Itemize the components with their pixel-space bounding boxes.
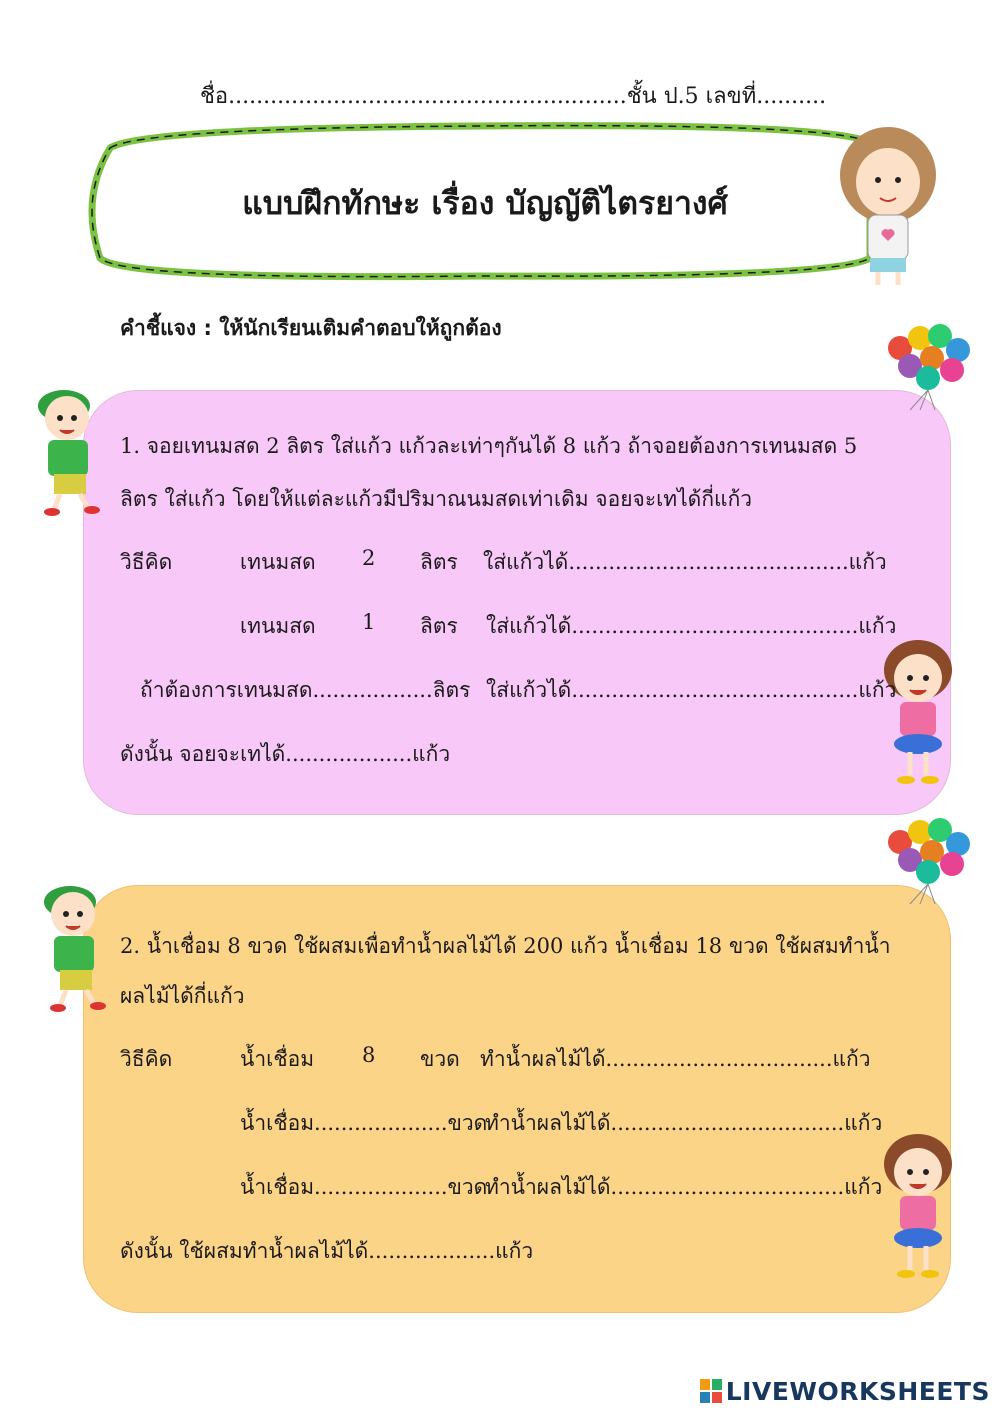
q1-row-1-label: เทนมสด — [240, 550, 316, 574]
q2-conclusion[interactable]: ดังนั้น ใช้ผสมทำน้ำผลไม้ได้...................แก้ว — [120, 1239, 534, 1263]
q1-row-1-answer-blank[interactable]: ใส่แก้วได้..........................................แก้ว — [483, 550, 887, 574]
liveworksheets-logo-text: LIVEWORKSHEETS — [725, 1376, 990, 1406]
q2-row-3-answer-blank[interactable]: ทำน้ำผลไม้ได้...................................แก้ว — [485, 1175, 883, 1199]
q2-row-1-unit: ขวด — [420, 1047, 460, 1071]
q1-row-1-value: 2 — [362, 546, 376, 570]
q1-row-1-unit: ลิตร — [420, 550, 458, 574]
q1-row-2-answer-blank[interactable]: ใส่แก้วได้...........................................แก้ว — [486, 614, 897, 638]
q2-row-3-blank[interactable]: น้ำเชื่อม....................ขวด — [240, 1175, 488, 1199]
q2-row-1-answer-blank[interactable]: ทำน้ำผลไม้ได้..................................แก้ว — [480, 1047, 871, 1071]
boy-running-icon — [28, 874, 118, 1014]
balloons-icon — [880, 812, 975, 907]
q1-row-2-label: เทนมสด — [240, 614, 316, 638]
q1-row-3-answer-blank[interactable]: ใส่แก้วได้...........................................แก้ว — [486, 678, 897, 702]
q1-row-2-unit: ลิตร — [420, 614, 458, 638]
instruction-text: คำชี้แจง : ให้นักเรียนเติมคำตอบให้ถูกต้อง — [120, 316, 502, 340]
liveworksheets-logo-icon — [700, 1379, 722, 1403]
girl-clapping-icon — [870, 636, 965, 791]
q1-method-label: วิธีคิด — [120, 550, 173, 574]
q1-row-2-value: 1 — [362, 610, 376, 634]
student-info-line: ชื่อ.........................................................ชั้น ป.5 เลขที่.......... — [200, 84, 827, 109]
q1-conclusion[interactable]: ดังนั้น จอยจะเทได้...................แก้ว — [120, 742, 451, 766]
q2-method-label: วิธีคิด — [120, 1047, 173, 1071]
girl-reading-icon — [830, 120, 945, 290]
q2-row-2-blank[interactable]: น้ำเชื่อม....................ขวด — [240, 1111, 488, 1135]
balloons-icon — [880, 318, 975, 413]
liveworksheets-logo — [700, 1376, 990, 1406]
q2-row-1-label: น้ำเชื่อม — [240, 1047, 315, 1071]
boy-running-icon — [22, 378, 112, 518]
q1-row-3-blank[interactable]: ถ้าต้องการเทนมสด..................ลิตร — [140, 678, 471, 702]
question-2-line-1: 2. น้ำเชื่อม 8 ขวด ใช้ผสมเพื่อทำน้ำผลไม้ได้ 200 แก้ว น้ำเชื่อม 18 ขวด ใช้ผสมทำน้ำ — [120, 934, 891, 958]
q2-row-2-answer-blank[interactable]: ทำน้ำผลไม้ได้...................................แก้ว — [485, 1111, 883, 1135]
question-1-line-1: 1. จอยเทนมสด 2 ลิตร ใส่แก้ว แก้วละเท่าๆกันได้ 8 แก้ว ถ้าจอยต้องการเทนมสด 5 — [120, 434, 858, 458]
question-1-line-2: ลิตร ใส่แก้ว โดยให้แต่ละแก้วมีปริมาณนมสดเท่าเดิม จอยจะเทได้กี่แก้ว — [120, 487, 753, 511]
page-title: แบบฝึกทักษะ เรื่อง บัญญัติไตรยางศ์ — [242, 184, 728, 222]
question-2-line-2: ผลไม้ได้กี่แก้ว — [120, 984, 245, 1008]
girl-clapping-icon — [870, 1130, 965, 1285]
q2-row-1-value: 8 — [362, 1043, 376, 1067]
